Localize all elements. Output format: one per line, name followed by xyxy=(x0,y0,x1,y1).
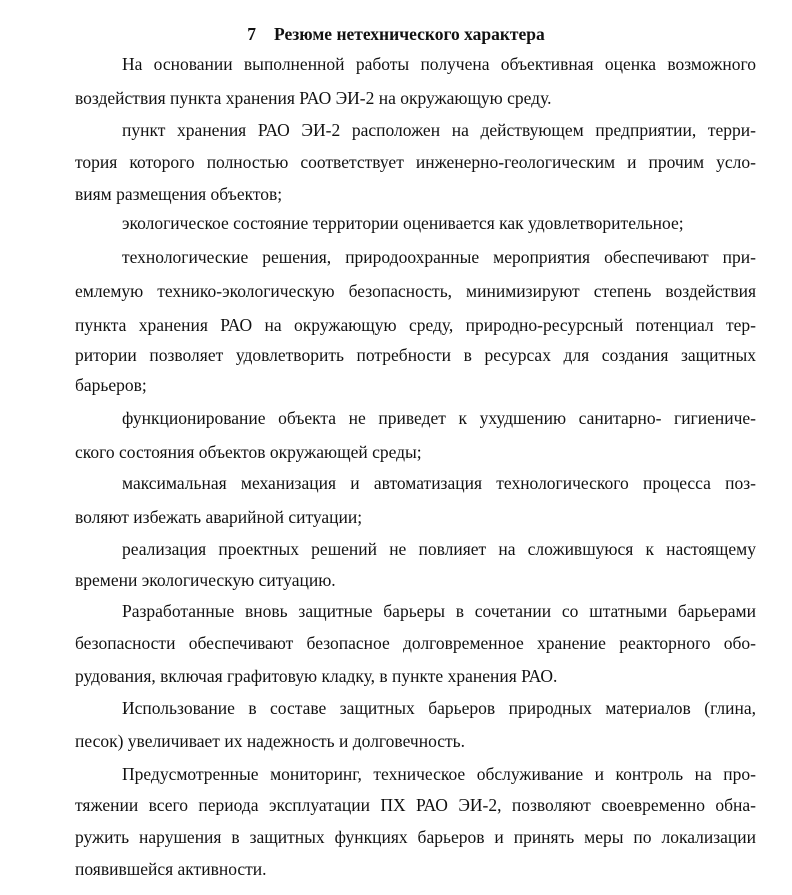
text-line: реализация проектных решений не повлияет на сложившуюся к настоящему xyxy=(122,539,756,559)
text-line: ского состояния объектов окружающей среды; xyxy=(75,442,422,462)
text-line: пункт хранения РАО ЭИ-2 расположен на действующем предприятии, терри- xyxy=(122,120,756,140)
text-line: технологические решения, природоохранные мероприятия обеспечивают при- xyxy=(122,247,756,267)
text-line: Разработанные вновь защитные барьеры в сочетании со штатными барьерами xyxy=(122,601,756,621)
text-line: экологическое состояние территории оценивается как удовлетворительное; xyxy=(122,213,684,233)
text-line: функционирование объекта не приведет к ухудшению санитарно- гигиениче- xyxy=(122,408,756,428)
text-line: песок) увеличивает их надежность и долговечность. xyxy=(75,731,466,751)
text-line: воляют избежать аварийной ситуации; xyxy=(75,507,363,527)
text-line: воздействия пункта хранения РАО ЭИ-2 на окружающую среду. xyxy=(75,88,552,108)
text-line: емлемую технико-экологическую безопасность, минимизируют степень воздействия xyxy=(75,281,756,301)
text-line: пункта хранения РАО на окружающую среду, природно-ресурсный потенциал тер- xyxy=(75,315,756,335)
text-line: виям размещения объектов; xyxy=(75,184,283,204)
text-line: На основании выполненной работы получена объективная оценка возможного xyxy=(122,54,756,74)
text-line: максимальная механизация и автоматизация технологического процесса поз- xyxy=(122,473,756,493)
section-heading xyxy=(0,22,792,46)
text-line: времени экологическую ситуацию. xyxy=(75,570,336,590)
text-line: тяжении всего периода эксплуатации ПХ РАО ЭИ-2, позволяют своевременно обна- xyxy=(75,795,756,815)
text-line: тория которого полностью соответствует инженерно-геологическим и прочим усло- xyxy=(75,152,756,172)
text-line: рудования, включая графитовую кладку, в пункте хранения РАО. xyxy=(75,666,558,686)
text-line: Предусмотренные мониторинг, техническое обслуживание и контроль на про- xyxy=(122,764,756,784)
text-line: ружить нарушения в защитных функциях барьеров и принять меры по локализации xyxy=(75,827,756,847)
text-line: Использование в составе защитных барьеров природных материалов (глина, xyxy=(122,698,756,718)
text-line: барьеров; xyxy=(75,375,147,395)
text-line: ритории позволяет удовлетворить потребности в ресурсах для создания защитных xyxy=(75,345,756,365)
text-line: появившейся активности. xyxy=(75,859,267,879)
section-title: Резюме нетехнического характера xyxy=(273,24,545,44)
text-line: безопасности обеспечивают безопасное долговременное хранение реакторного обо- xyxy=(75,633,756,653)
section-number: 7 xyxy=(247,24,256,44)
